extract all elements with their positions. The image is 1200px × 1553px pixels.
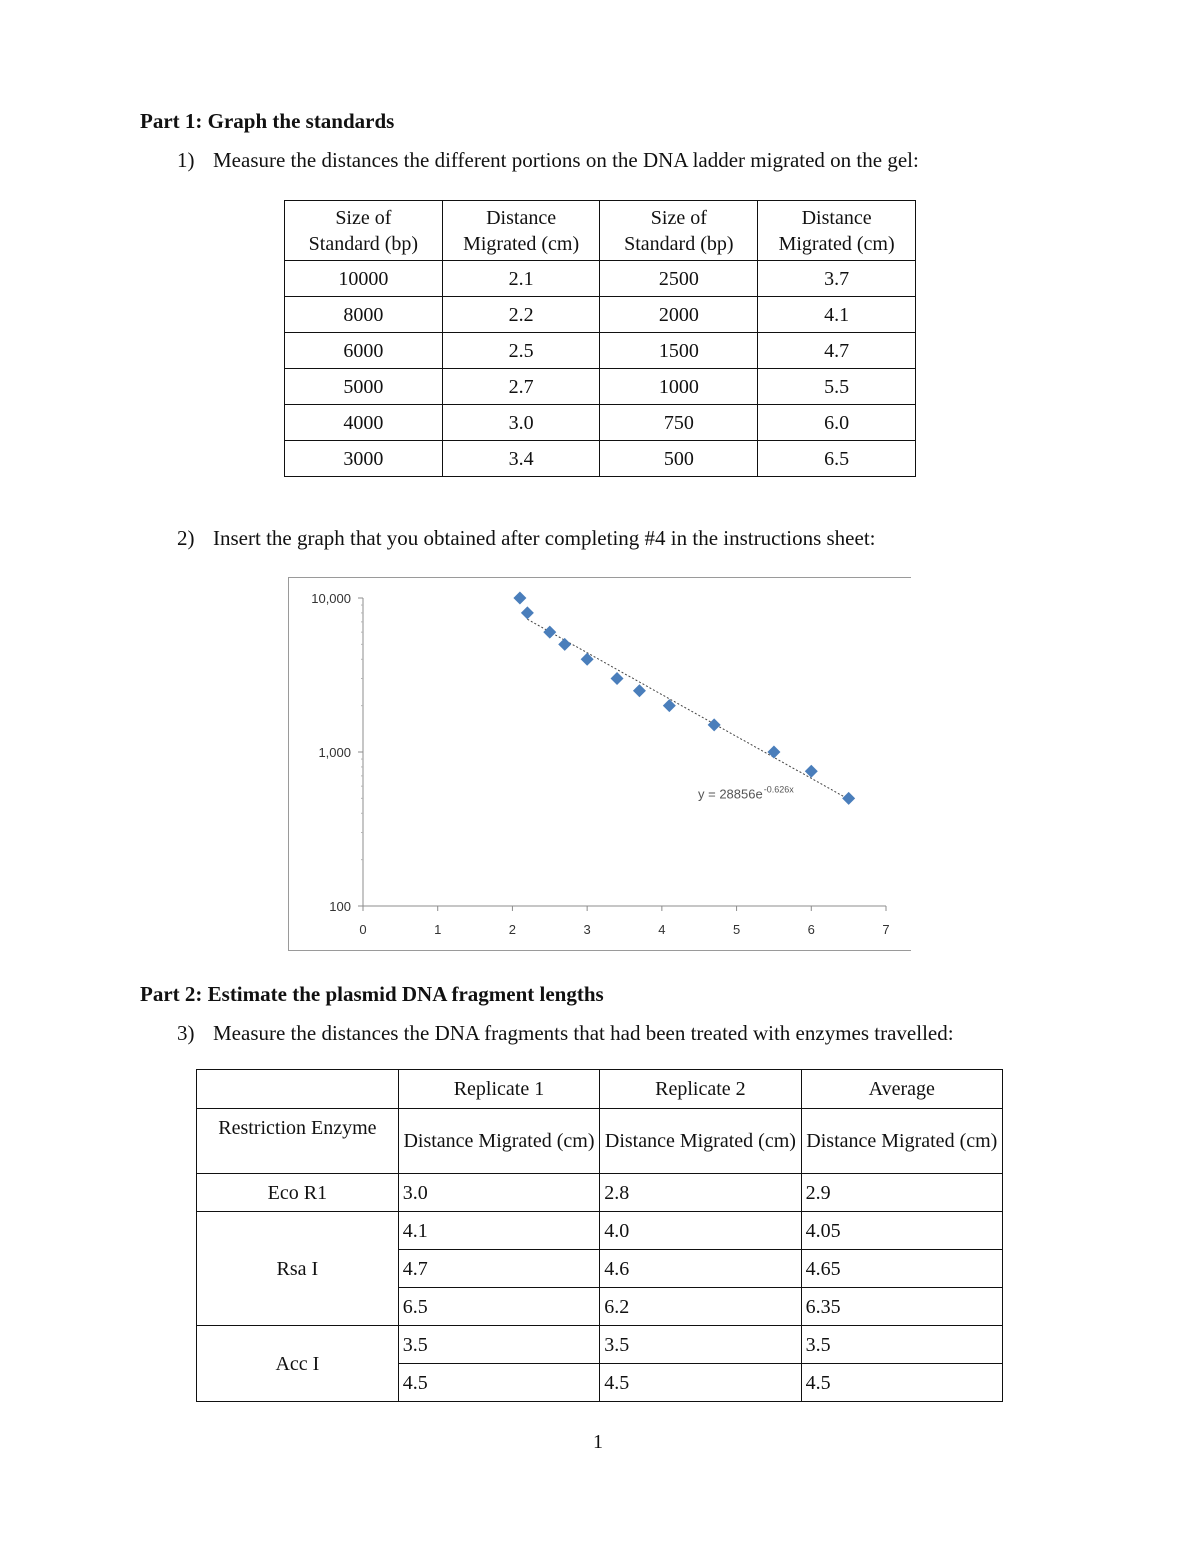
table-cell: 1500 xyxy=(600,333,758,369)
table-cell: 500 xyxy=(600,441,758,477)
trendline-equation: y = 28856e xyxy=(698,786,763,802)
data-point xyxy=(513,592,526,605)
x-tick-label: 3 xyxy=(583,922,591,937)
question-1-number: 1) xyxy=(177,148,195,172)
standards-header-distance-2: Distance Migrated (cm) xyxy=(758,201,916,261)
table-cell: 3.7 xyxy=(758,261,916,297)
trendline-equation-exponent: -0.626x xyxy=(763,784,794,795)
enzyme-name: Eco R1 xyxy=(197,1174,399,1212)
x-tick-label: 7 xyxy=(882,922,890,937)
question-2-text: Insert the graph that you obtained after completing #4 in the instructions sheet: xyxy=(213,526,876,550)
table-cell: 6.0 xyxy=(758,405,916,441)
y-tick-label: 100 xyxy=(329,899,351,914)
question-3-text: Measure the distances the DNA fragments that had been treated with enzymes travelled: xyxy=(213,1021,954,1045)
table-cell: 4.1 xyxy=(398,1212,599,1250)
enzyme-table xyxy=(196,1069,1003,1402)
question-2 xyxy=(177,526,876,551)
table-cell: 3.5 xyxy=(600,1326,801,1364)
x-tick-label: 0 xyxy=(359,922,367,937)
table-cell: 4.5 xyxy=(398,1364,599,1402)
table-cell: 3.4 xyxy=(442,441,600,477)
table-cell: 3.5 xyxy=(398,1326,599,1364)
x-tick-label: 6 xyxy=(807,922,815,937)
table-cell: 4.5 xyxy=(600,1364,801,1402)
data-point xyxy=(521,606,534,619)
table-cell: 3000 xyxy=(285,441,443,477)
page-number: 1 xyxy=(593,1431,603,1453)
table-cell: 6.35 xyxy=(801,1288,1002,1326)
data-points xyxy=(513,592,855,805)
table-cell: 5000 xyxy=(285,369,443,405)
question-3 xyxy=(177,1021,954,1046)
enzyme-name: Acc I xyxy=(197,1326,399,1402)
table-cell: 3.0 xyxy=(398,1174,599,1212)
enzyme-name: Rsa I xyxy=(197,1212,399,1326)
standards-table-header-row xyxy=(285,201,916,261)
table-row xyxy=(285,405,916,441)
x-tick-label: 1 xyxy=(434,922,442,937)
header-average: Average xyxy=(801,1070,1002,1109)
enzyme-table-sub-header-row xyxy=(197,1109,1003,1174)
standards-header-size-2: Size of Standard (bp) xyxy=(600,201,758,261)
table-row xyxy=(285,441,916,477)
table-row xyxy=(285,333,916,369)
table-cell: 1000 xyxy=(600,369,758,405)
data-point xyxy=(633,684,646,697)
table-cell: 6.5 xyxy=(758,441,916,477)
table-cell: 4000 xyxy=(285,405,443,441)
table-cell: 4.7 xyxy=(398,1250,599,1288)
table-cell: 4.0 xyxy=(600,1212,801,1250)
table-cell: 2.8 xyxy=(600,1174,801,1212)
header-restriction-enzyme: Restriction Enzyme xyxy=(197,1109,399,1174)
table-cell: 5.5 xyxy=(758,369,916,405)
header-replicate-1: Replicate 1 xyxy=(398,1070,599,1109)
table-cell: 4.5 xyxy=(801,1364,1002,1402)
question-3-number: 3) xyxy=(177,1021,195,1045)
x-tick-label: 2 xyxy=(508,922,517,937)
table-cell: 4.6 xyxy=(600,1250,801,1288)
x-tick-label: 4 xyxy=(658,922,666,937)
table-cell: 10000 xyxy=(285,261,443,297)
standards-header-distance-1: Distance Migrated (cm) xyxy=(442,201,600,261)
table-cell: 4.7 xyxy=(758,333,916,369)
header-distance-migrated-avg: Distance Migrated (cm) xyxy=(801,1109,1002,1174)
data-point xyxy=(558,638,571,651)
table-row xyxy=(285,369,916,405)
table-cell: 2000 xyxy=(600,297,758,333)
question-2-number: 2) xyxy=(177,526,195,550)
table-cell: 2500 xyxy=(600,261,758,297)
data-point xyxy=(543,626,556,639)
standards-header-size-1: Size of Standard (bp) xyxy=(285,201,443,261)
header-distance-migrated-2: Distance Migrated (cm) xyxy=(600,1109,801,1174)
header-replicate-2: Replicate 2 xyxy=(600,1070,801,1109)
table-cell: 6.2 xyxy=(600,1288,801,1326)
table-row xyxy=(197,1174,1003,1212)
data-point xyxy=(767,746,780,759)
table-row xyxy=(197,1326,1003,1364)
table-cell: 4.05 xyxy=(801,1212,1002,1250)
header-distance-migrated-1: Distance Migrated (cm) xyxy=(398,1109,599,1174)
standards-table xyxy=(284,200,916,477)
table-cell: 4.65 xyxy=(801,1250,1002,1288)
data-point xyxy=(708,718,721,731)
table-row xyxy=(285,261,916,297)
table-cell: 6000 xyxy=(285,333,443,369)
question-1 xyxy=(177,148,919,173)
data-point xyxy=(842,792,855,805)
y-tick-label: 1,000 xyxy=(318,745,351,760)
table-cell: 2.9 xyxy=(801,1174,1002,1212)
part1-heading: Part 1: Graph the standards xyxy=(140,109,395,133)
table-cell: 3.5 xyxy=(801,1326,1002,1364)
table-cell: 6.5 xyxy=(398,1288,599,1326)
enzyme-table-top-header-row xyxy=(197,1070,1003,1109)
question-1-text: Measure the distances the different portions on the DNA ladder migrated on the gel: xyxy=(213,148,919,172)
table-cell xyxy=(197,1070,399,1109)
x-tick-label: 5 xyxy=(732,922,741,937)
data-point xyxy=(611,672,624,685)
data-point xyxy=(663,699,676,712)
chart-axes xyxy=(358,598,886,911)
table-cell: 4.1 xyxy=(758,297,916,333)
chart-labels xyxy=(311,591,889,937)
table-cell: 3.0 xyxy=(442,405,600,441)
table-cell: 8000 xyxy=(285,297,443,333)
y-tick-label: 10,000 xyxy=(311,591,351,606)
trendline xyxy=(527,619,848,799)
table-cell: 750 xyxy=(600,405,758,441)
part2-heading: Part 2: Estimate the plasmid DNA fragment lengths xyxy=(140,982,604,1006)
table-cell: 2.1 xyxy=(442,261,600,297)
table-row xyxy=(285,297,916,333)
chart-frame xyxy=(288,577,911,951)
table-cell: 2.5 xyxy=(442,333,600,369)
trendline-path xyxy=(527,619,848,799)
table-row xyxy=(197,1212,1003,1250)
table-cell: 2.7 xyxy=(442,369,600,405)
table-cell: 2.2 xyxy=(442,297,600,333)
standard-curve-chart xyxy=(289,578,911,950)
